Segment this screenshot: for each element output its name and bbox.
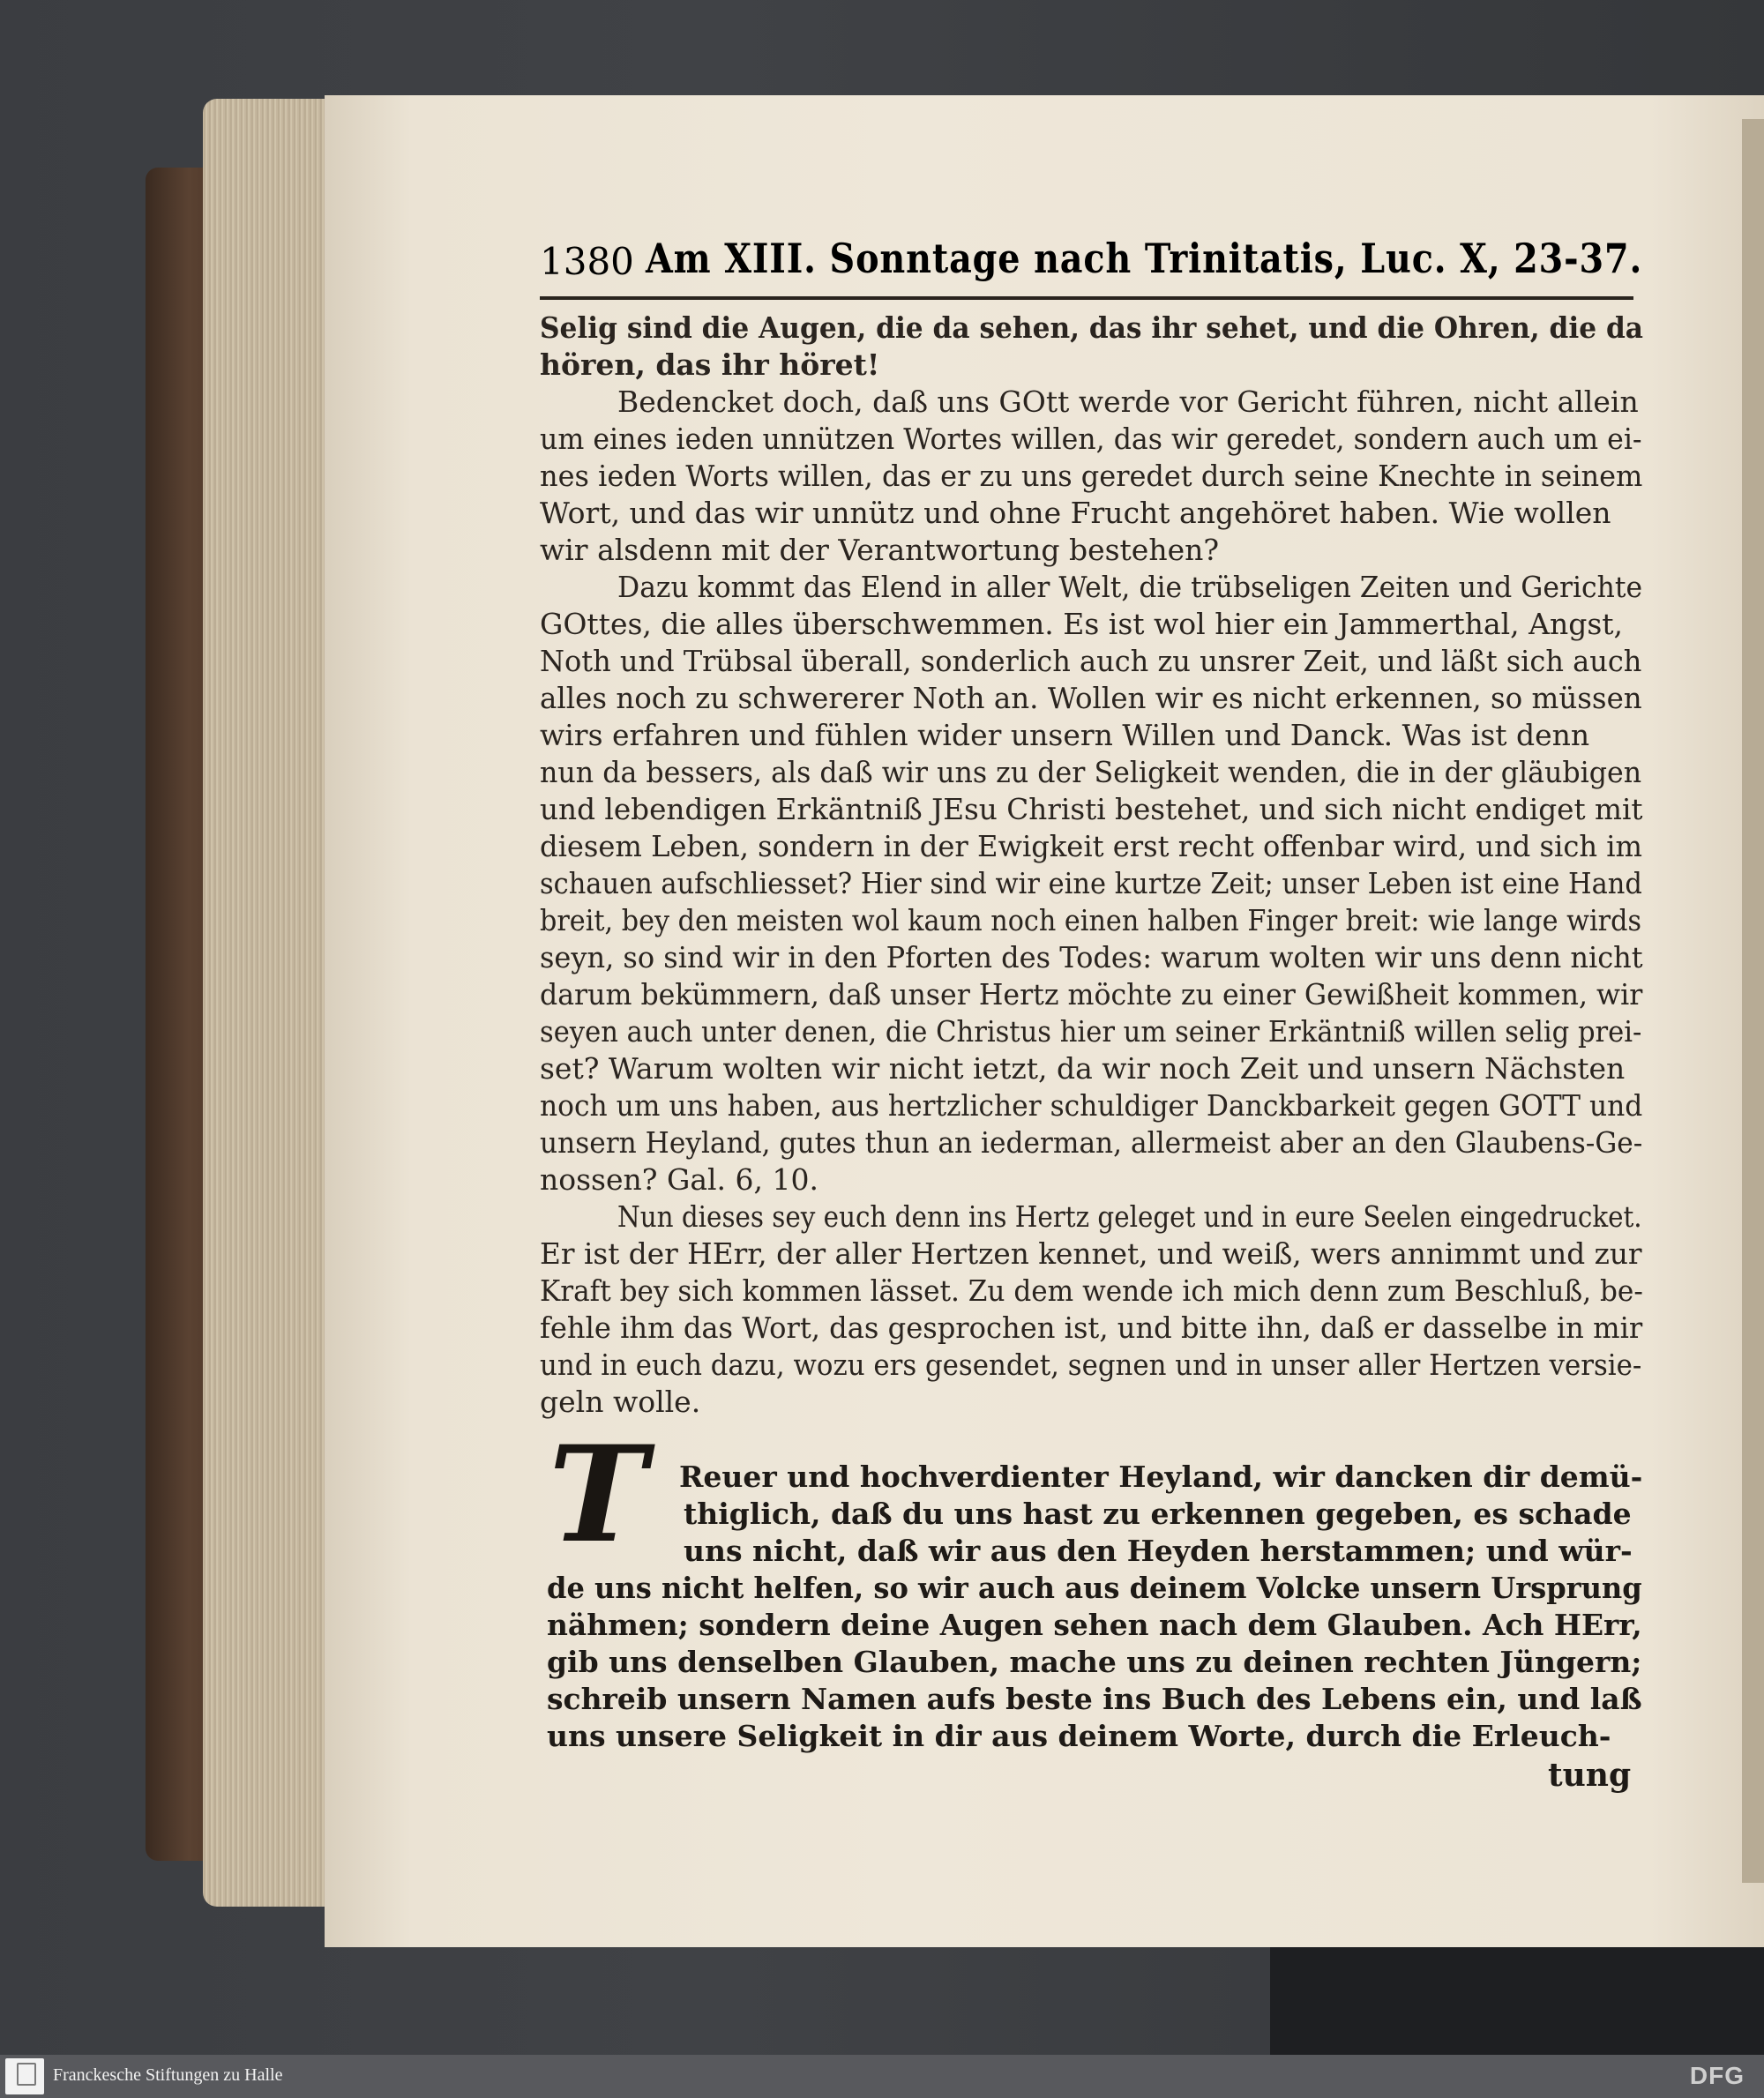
text-line: Bedencket doch, daß uns GOtt werde vor Gericht führen, nicht allein bbox=[617, 385, 1639, 419]
prayer-line: uns nicht, daß wir aus den Heyden herstammen; und wür- bbox=[684, 1534, 1633, 1568]
prayer-line: Reuer und hochverdienter Heyland, wir dancken dir demü- bbox=[679, 1460, 1643, 1494]
text-line: nossen? Gal. 6, 10. bbox=[540, 1162, 818, 1197]
text-line: breit, bey den meisten wol kaum noch einen halben Finger breit: wie lange wirds bbox=[540, 903, 1641, 937]
text-line: Dazu kommt das Elend in aller Welt, die trübseligen Zeiten und Gerichte bbox=[617, 570, 1643, 604]
text-line: set? Warum wolten wir nicht ietzt, da wir noch Zeit und unsern Nächsten bbox=[540, 1051, 1626, 1086]
text-line: seyn, so sind wir in den Pforten des Todes: warum wolten wir uns denn nicht bbox=[540, 940, 1643, 974]
text-line: nun da bessers, als daß wir uns zu der Seligkeit wenden, die in der gläubigen bbox=[540, 755, 1642, 789]
text-line: Wort, und das wir unnütz und ohne Frucht angehöret haben. Wie wollen bbox=[540, 496, 1611, 530]
text-line: Nun dieses sey euch denn ins Hertz geleget und in eure Seelen eingedrucket. bbox=[617, 1199, 1642, 1234]
text-line: noch um uns haben, aus hertzlicher schuldiger Danckbarkeit gegen GOTT und bbox=[540, 1088, 1643, 1123]
dfg-logo[interactable]: DFG bbox=[1689, 2062, 1745, 2089]
page-edges bbox=[203, 99, 326, 1907]
text-line: wirs erfahren und fühlen wider unsern Willen und Danck. Was ist denn bbox=[540, 718, 1590, 752]
text-line: unsern Heyland, gutes thun an iederman, allermeist aber an den Glaubens-Ge- bbox=[540, 1125, 1643, 1160]
text-line: Kraft bey sich kommen lässet. Zu dem wende ich mich denn zum Beschluß, be- bbox=[540, 1273, 1643, 1308]
text-line: GOttes, die alles überschwemmen. Es ist wol hier ein Jammerthal, Angst, bbox=[540, 607, 1624, 641]
prayer-line: uns unsere Seligkeit in dir aus deinem Worte, durch die Erleuch- bbox=[547, 1719, 1611, 1753]
institution-logo-icon[interactable] bbox=[5, 2058, 44, 2094]
text-line: diesem Leben, sondern in der Ewigkeit erst recht offenbar wird, und sich im bbox=[540, 829, 1643, 863]
page-header bbox=[540, 235, 1642, 287]
running-title: Am XIII. Sonntage nach Trinitatis, Luc. X, 23-37. bbox=[646, 235, 1643, 282]
prayer-line: thiglich, daß du uns hast zu erkennen gegeben, es schade bbox=[684, 1497, 1632, 1531]
decorated-initial: T bbox=[549, 1417, 647, 1572]
text-line: darum bekümmern, daß unser Hertz möchte zu einer Gewißheit kommen, wir bbox=[540, 977, 1643, 1012]
text-line: alles noch zu schwererer Noth an. Wollen wir es nicht erkennen, so müssen bbox=[540, 681, 1642, 715]
text-line: wir alsdenn mit der Verantwortung bestehen? bbox=[540, 533, 1220, 567]
text-line: fehle ihm das Wort, das gesprochen ist, und bitte ihn, daß er dasselbe in mir bbox=[540, 1310, 1643, 1345]
page-number: 1380 bbox=[540, 240, 634, 283]
text-line: Selig sind die Augen, die da sehen, das ihr sehet, und die Ohren, die da bbox=[540, 310, 1644, 345]
catchword: tung bbox=[1548, 1757, 1632, 1794]
text-line: hören, das ihr höret! bbox=[540, 347, 880, 382]
prayer-line: de uns nicht helfen, so wir auch aus deinem Volcke unsern Ursprung bbox=[547, 1571, 1642, 1605]
prayer-line: nähmen; sondern deine Augen sehen nach dem Glauben. Ach HErr, bbox=[547, 1608, 1642, 1642]
facing-page-edge bbox=[1742, 119, 1764, 1883]
text-line: Noth und Trübsal überall, sonderlich auch zu unsrer Zeit, und läßt sich auch bbox=[540, 644, 1642, 678]
institution-name[interactable]: Franckesche Stiftungen zu Halle bbox=[53, 2065, 283, 2085]
prayer-line: schreib unsern Namen aufs beste ins Buch des Lebens ein, und laß bbox=[547, 1682, 1642, 1716]
text-line: schauen aufschliesset? Hier sind wir eine kurtze Zeit; unser Leben ist eine Hand bbox=[540, 866, 1642, 900]
viewer-footer bbox=[0, 2055, 1764, 2098]
header-rule bbox=[540, 296, 1633, 300]
text-line: Er ist der HErr, der aller Hertzen kennet, und weiß, wers annimmt und zur bbox=[540, 1236, 1642, 1271]
prayer-line: gib uns denselben Glauben, mache uns zu deinen rechten Jüngern; bbox=[547, 1645, 1642, 1679]
text-line: nes ieden Worts willen, das er zu uns geredet durch seine Knechte in seinem bbox=[540, 459, 1643, 493]
text-line: geln wolle. bbox=[540, 1385, 701, 1419]
text-line: seyen auch unter denen, die Christus hier um seiner Erkäntniß willen selig prei- bbox=[540, 1014, 1642, 1049]
building-icon bbox=[17, 2063, 36, 2086]
text-line: und in euch dazu, wozu ers gesendet, segnen und in unser aller Hertzen versie- bbox=[540, 1348, 1642, 1382]
text-line: um eines ieden unnützen Wortes willen, das wir geredet, sondern auch um ei- bbox=[540, 422, 1642, 456]
text-line: und lebendigen Erkäntniß JEsu Christi bestehet, und sich nicht endiget mit bbox=[540, 792, 1643, 826]
